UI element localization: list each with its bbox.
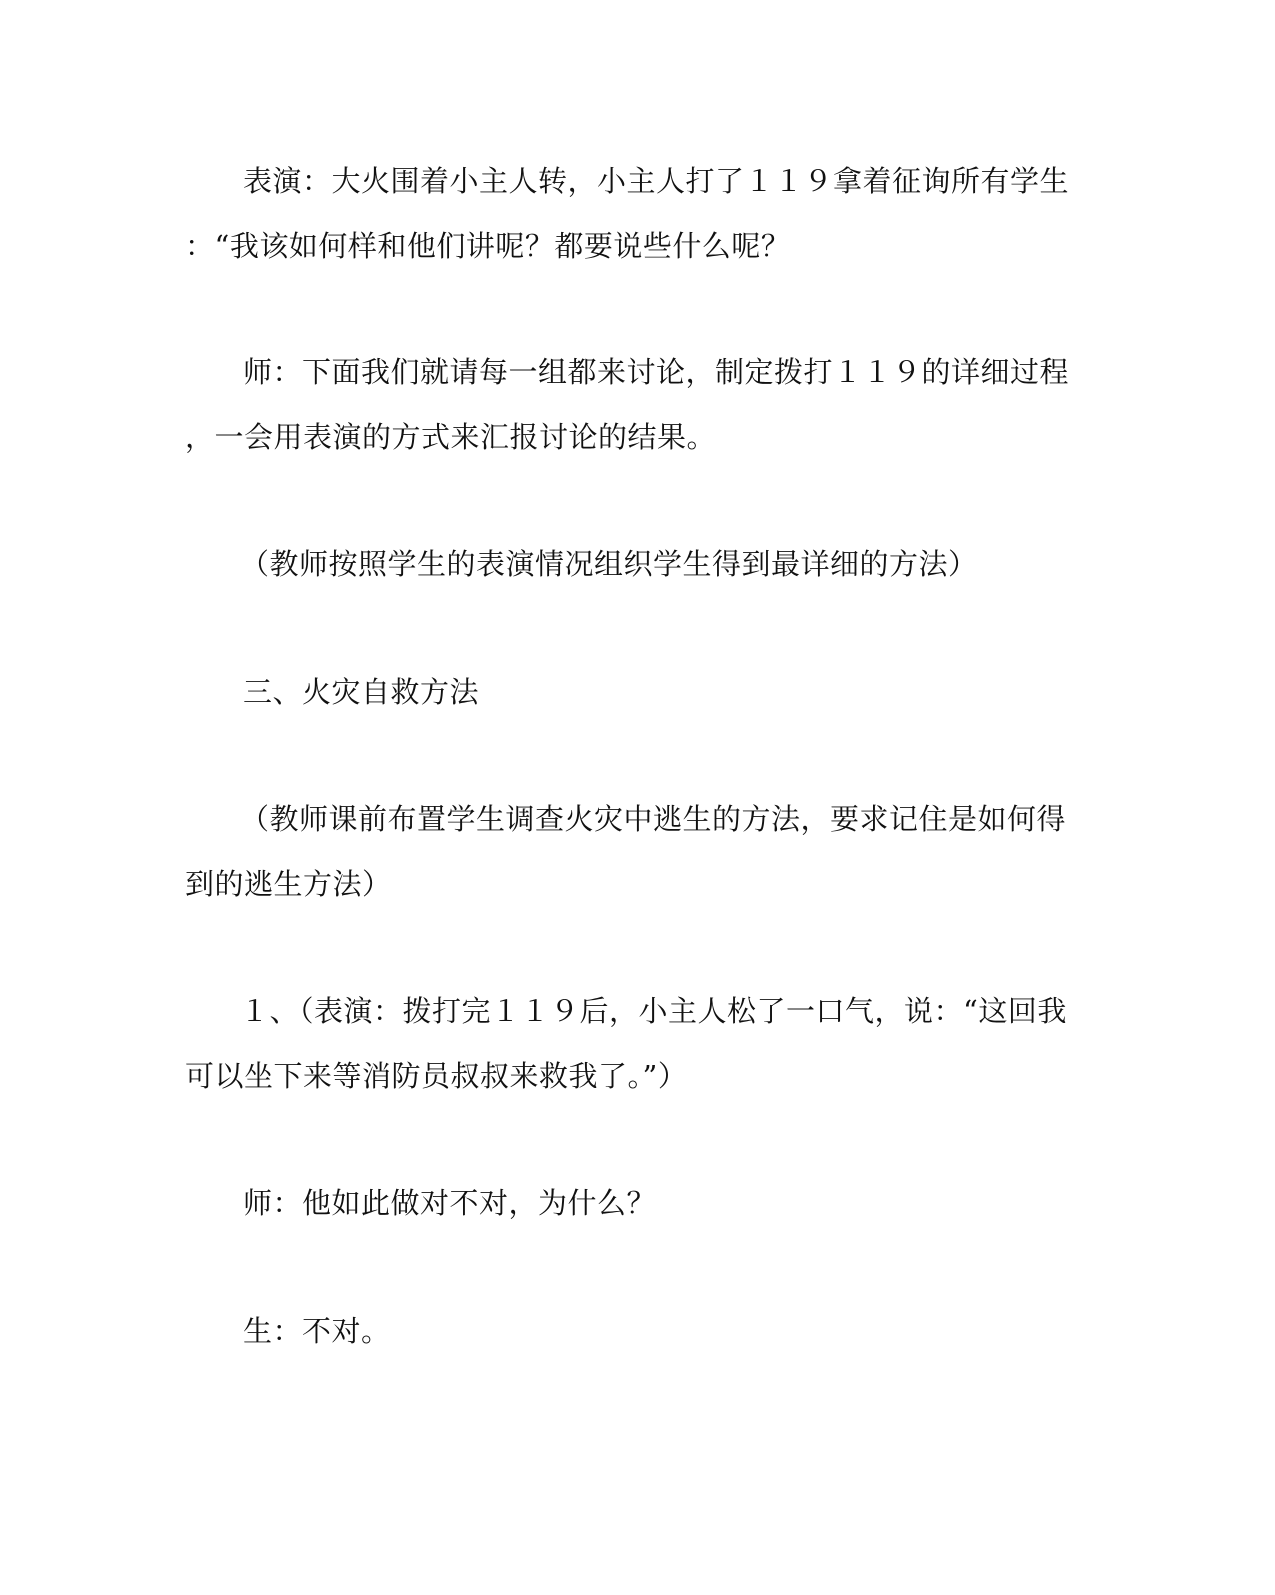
paragraph-performance-line-1: 表演：大火围着小主人转，小主人打了１１９拿着征询所有学生 <box>243 164 1070 198</box>
paragraph-student-answer: 生：不对。 <box>243 1314 391 1348</box>
paragraph-note-survey-line-2: 到的逃生方法） <box>185 867 392 901</box>
paragraph-performance-line-2: ：“我该如何样和他们讲呢？都要说些什么呢？ <box>185 229 791 263</box>
paragraph-note-survey-line-1: （教师课前布置学生调查火灾中逃生的方法，要求记住是如何得 <box>240 802 1067 836</box>
paragraph-item-1-line-1: １、（表演：拨打完１１９后，小主人松了一口气，说：“这回我 <box>240 994 1067 1028</box>
paragraph-note-teacher-guide: （教师按照学生的表演情况组织学生得到最详细的方法） <box>240 547 978 581</box>
section-heading-fire-self-rescue: 三、火灾自救方法 <box>243 675 480 709</box>
paragraph-teacher-question: 师：他如此做对不对，为什么？ <box>243 1186 657 1220</box>
paragraph-item-1-line-2: 可以坐下来等消防员叔叔来救我了。”） <box>185 1059 688 1093</box>
paragraph-teacher-line-1: 师：下面我们就请每一组都来讨论，制定拨打１１９的详细过程 <box>243 355 1070 389</box>
paragraph-teacher-line-2: ，一会用表演的方式来汇报讨论的结果。 <box>185 420 717 454</box>
